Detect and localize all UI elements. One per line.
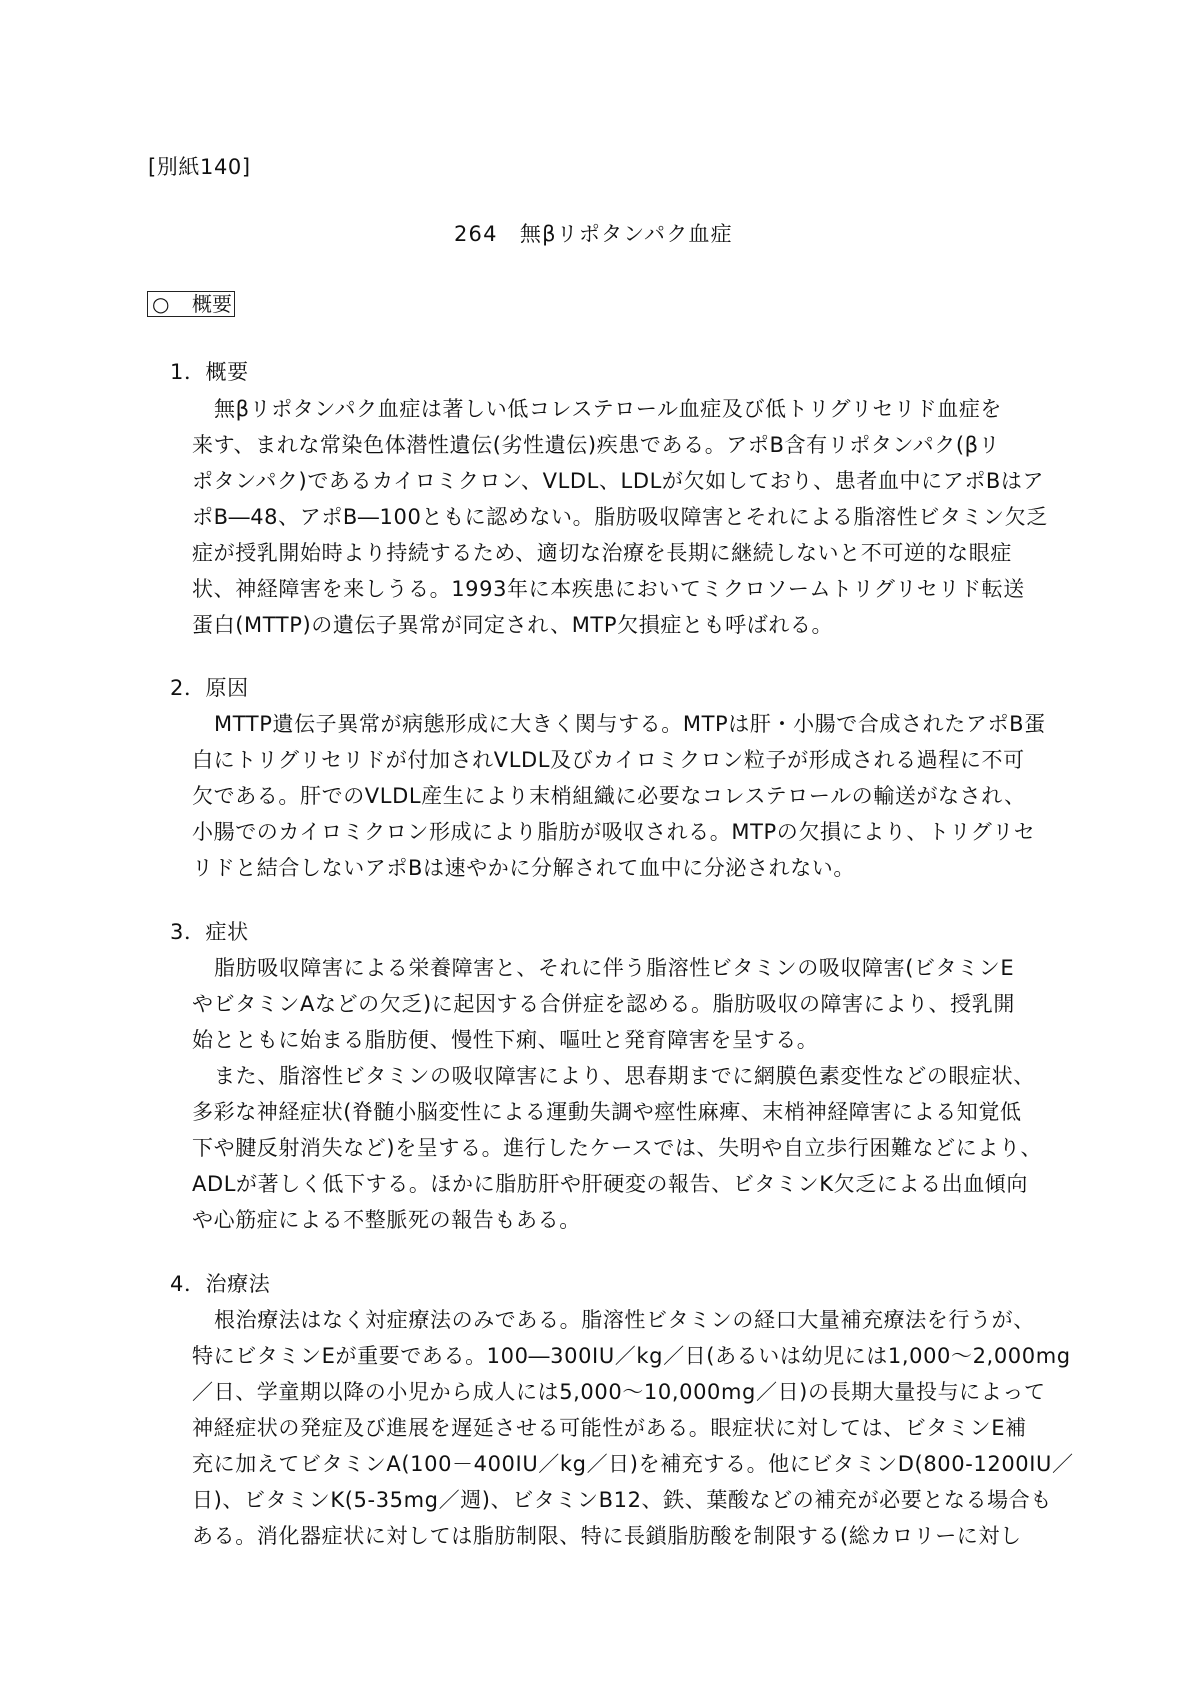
paragraph-line: 特にビタミンEが重要である。100―300IU／kg／日(あるいは幼児には1,000～2,000mg [192, 1344, 1071, 1368]
paragraph-line: 始とともに始まる脂肪便、慢性下痢、嘔吐と発育障害を呈する。 [192, 1028, 819, 1052]
paragraph-line: ADLが著しく低下する。ほかに脂肪肝や肝硬変の報告、ビタミンK欠乏による出血傾向 [192, 1172, 1029, 1196]
box-heading-label: 概要 [192, 292, 232, 316]
paragraph-line: リドと結合しないアポBは速やかに分解されて血中に分泌されない。 [192, 856, 856, 880]
paragraph-line: や心筋症による不整脈死の報告もある。 [192, 1208, 581, 1232]
document-title: 264 無βリポタンパク血症 [454, 222, 733, 246]
paragraph-line: MTTP遺伝子異常が病態形成に大きく関与する。MTPは肝・小腸で合成されたアポB蛋 [214, 712, 1046, 736]
paragraph-line: 白にトリグリセリドが付加されVLDL及びカイロミクロン粒子が形成される過程に不可 [192, 748, 1025, 772]
circle-marker-icon: ○ [152, 292, 170, 316]
paragraph-line: 来す、まれな常染色体潜性遺伝(劣性遺伝)疾患である。アポB含有リポタンパク(βリ [192, 433, 1001, 457]
paragraph-line: 脂肪吸収障害による栄養障害と、それに伴う脂溶性ビタミンの吸収障害(ビタミンE [214, 956, 1015, 980]
paragraph-line: 状、神経障害を来しうる。1993年に本疾患においてミクロソームトリグリセリド転送 [192, 577, 1025, 601]
paragraph-line: 神経症状の発症及び進展を遅延させる可能性がある。眼症状に対しては、ビタミンE補 [192, 1416, 1027, 1440]
paragraph-line: ポB―48、アポB―100ともに認めない。脂肪吸収障害とそれによる脂溶性ビタミン欠乏 [192, 505, 1048, 529]
paragraph-line: ／日、学童期以降の小児から成人には5,000～10,000mg／日)の長期大量投与によって [192, 1380, 1046, 1404]
paragraph-line: 日)、ビタミンK(5-35mg／週)、ビタミンB12、鉄、葉酸などの補充が必要となる場合も [192, 1488, 1052, 1512]
paragraph-line: 小腸でのカイロミクロン形成により脂肪が吸収される。MTPの欠損により、トリグリセ [192, 820, 1036, 844]
paragraph-line: 充に加えてビタミンA(100－400IU／kg／日)を補充する。他にビタミンD(800-1200IU／ [192, 1452, 1074, 1476]
annex-label: [別紙140] [148, 155, 251, 179]
paragraph-line: 多彩な神経症状(脊髄小脳変性による運動失調や痙性麻痺、末梢神経障害による知覚低 [192, 1100, 1022, 1124]
paragraph-line: 無βリポタンパク血症は著しい低コレステロール血症及び低トリグリセリド血症を [214, 397, 1003, 421]
paragraph-line: 根治療法はなく対症療法のみである。脂溶性ビタミンの経口大量補充療法を行うが、 [214, 1308, 1035, 1332]
section-heading-cause: 2．原因 [170, 676, 249, 700]
paragraph-line: やビタミンAなどの欠乏)に起因する合併症を認める。脂肪吸収の障害により、授乳開 [192, 992, 1015, 1016]
paragraph-line: 欠である。肝でのVLDL産生により末梢組織に必要なコレステロールの輸送がなされ、 [192, 784, 1026, 808]
paragraph-line: 蛋白(MTTP)の遺伝子異常が同定され、MTP欠損症とも呼ばれる。 [192, 613, 834, 637]
paragraph-line: ある。消化器症状に対しては脂肪制限、特に長鎖脂肪酸を制限する(総カロリーに対し [192, 1524, 1022, 1548]
overview-box-heading [147, 291, 235, 317]
paragraph-line: ポタンパク)であるカイロミクロン、VLDL、LDLが欠如しており、患者血中にアポBはア [192, 469, 1045, 493]
paragraph-line: また、脂溶性ビタミンの吸収障害により、思春期までに網膜色素変性などの眼症状、 [214, 1064, 1035, 1088]
paragraph-line: 症が授乳開始時より持続するため、適切な治療を長期に継続しないと不可逆的な眼症 [192, 541, 1012, 565]
section-heading-treatment: 4．治療法 [170, 1272, 271, 1296]
section-heading-symptoms: 3．症状 [170, 920, 249, 944]
section-heading-overview: 1．概要 [170, 360, 249, 384]
paragraph-line: 下や腱反射消失など)を呈する。進行したケースでは、失明や自立歩行困難などにより、 [192, 1136, 1043, 1160]
